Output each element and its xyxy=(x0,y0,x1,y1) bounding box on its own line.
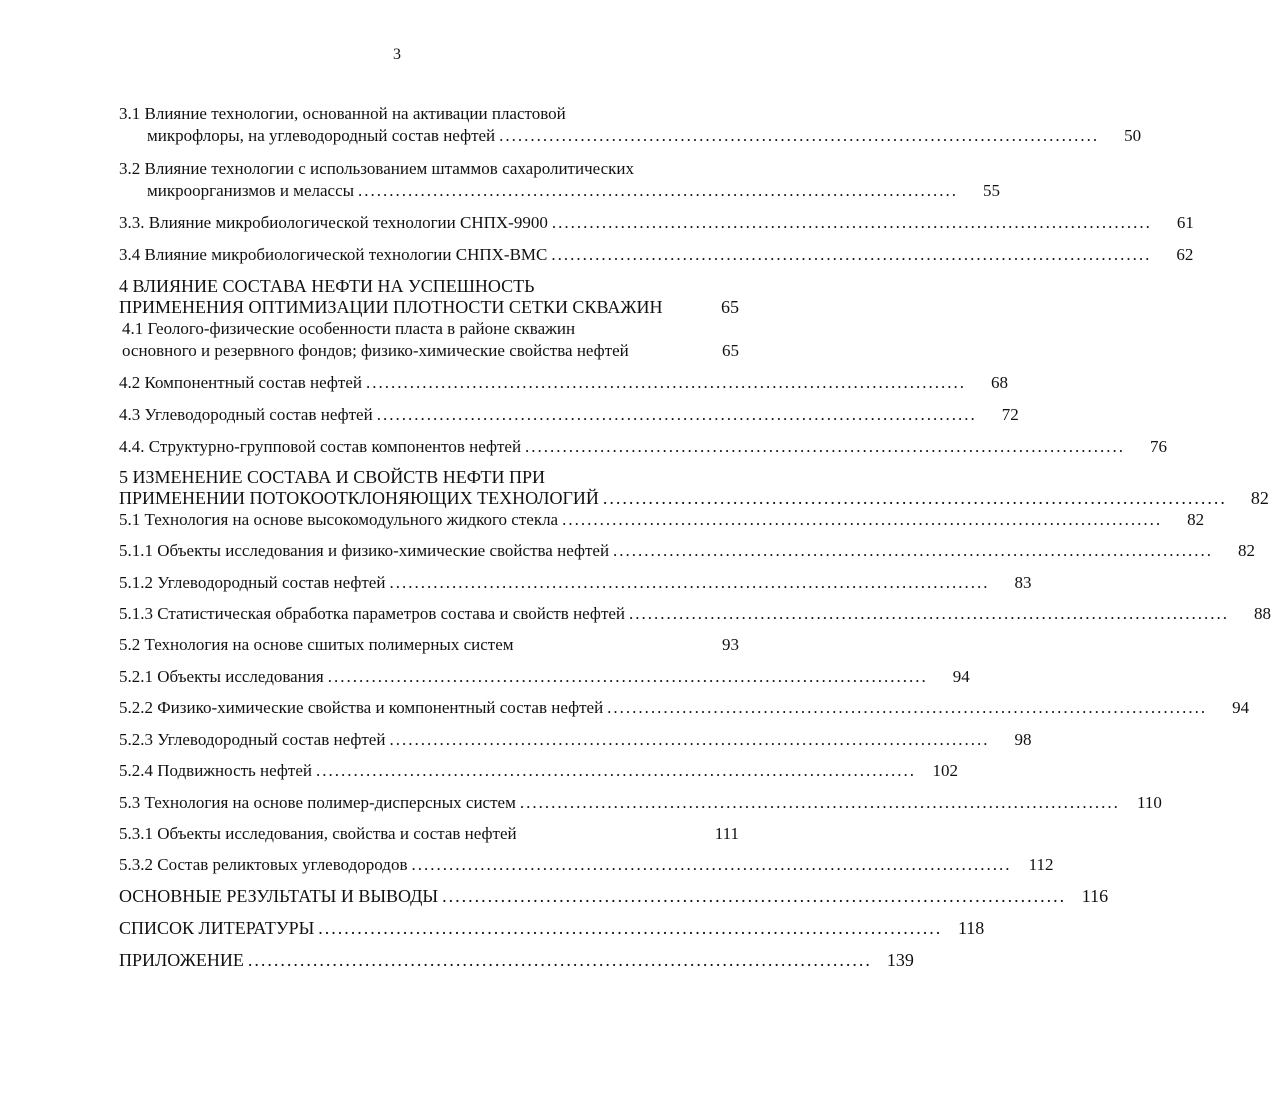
toc-entry-5-2-2[interactable] xyxy=(119,697,1250,719)
toc-entry-title: 5.2.1 Объекты исследования xyxy=(119,667,324,686)
leader-dots: ................................................................................................ xyxy=(607,698,1208,717)
toc-entry-4-3[interactable] xyxy=(119,404,1019,426)
toc-entry-5-2-1[interactable] xyxy=(119,666,970,688)
leader-dots: ................................................................................................ xyxy=(316,761,916,780)
toc-entry-title: 5 ИЗМЕНЕНИЕ СОСТАВА И СВОЙСТВ НЕФТИ ПРИ xyxy=(119,467,545,487)
toc-page-number: 76 xyxy=(1150,437,1168,456)
toc-entry-5-2-4[interactable] xyxy=(119,760,958,782)
toc-entry-title: ОСНОВНЫЕ РЕЗУЛЬТАТЫ И ВЫВОДЫ xyxy=(119,886,439,906)
leader-dots: ................................................................................................ xyxy=(376,405,977,424)
toc-page-number: 83 xyxy=(1014,573,1032,592)
toc-entry-conclusions[interactable] xyxy=(119,886,1109,907)
leader-dots: ................................................................................................ xyxy=(389,730,990,749)
toc-entry-5-1-3[interactable] xyxy=(119,603,1271,625)
leader-dots: ................................................................................................ xyxy=(318,918,943,938)
toc-entry-title: 3.3. Влияние микробиологической технологии СНПХ-9900 xyxy=(119,213,548,232)
toc-entry-4-2[interactable] xyxy=(119,372,1008,394)
toc-entry-5-2[interactable] xyxy=(119,634,739,656)
leader-dots: ................................................................................................ xyxy=(519,793,1120,812)
toc-page-number: 62 xyxy=(1176,245,1194,264)
toc-entry-5-3[interactable] xyxy=(119,792,1162,814)
toc-entry-5-1-1[interactable] xyxy=(119,540,1256,562)
leader-dots: ................................................................................................ xyxy=(389,573,990,592)
toc-entry-4-1[interactable] xyxy=(119,318,739,362)
leader-dots: ................................................................................................ xyxy=(551,213,1152,232)
toc-entry-title: 4.1 Геолого-физические особенности пласта в районе скважин xyxy=(122,319,576,338)
leader-dots: ................................................................................................ xyxy=(365,373,966,392)
toc-page-number: 50 xyxy=(1124,126,1142,145)
toc-page-number: 82 xyxy=(1238,541,1256,560)
toc-page-number: 98 xyxy=(1014,730,1032,749)
toc-page-number: 82 xyxy=(1187,510,1205,529)
toc-entry-title: 5.1 Технология на основе высокомодульного жидкого стекла xyxy=(119,510,559,529)
toc-page-number: 94 xyxy=(952,667,970,686)
toc-entry-title-cont: ПРИМЕНЕНИИ ПОТОКООТКЛОНЯЮЩИХ ТЕХНОЛОГИЙ xyxy=(119,488,599,508)
toc-page-number: 139 xyxy=(886,950,914,970)
toc-entry-title: 3.2 Влияние технологии с использованием штаммов сахаролитических xyxy=(119,159,635,178)
leader-dots: ................................................................................................ xyxy=(358,181,959,200)
leader-dots: ................................................................................................ xyxy=(247,950,872,970)
leader-dots: ................................................................................................ xyxy=(525,437,1126,456)
toc-entry-5-1-2[interactable] xyxy=(119,572,1032,594)
page-number: 3 xyxy=(393,46,401,63)
toc-page-number: 82 xyxy=(1250,488,1269,508)
toc-page-number: 55 xyxy=(983,181,1001,200)
toc-entry-references[interactable] xyxy=(119,918,985,939)
toc-page-number: 110 xyxy=(1136,793,1162,812)
leader-dots: ................................................................................................ xyxy=(562,510,1163,529)
toc-page-number: 65 xyxy=(721,297,739,317)
toc-entry-title: 5.3 Технология на основе полимер-дисперсных систем xyxy=(119,793,516,812)
toc-entry-title: ПРИЛОЖЕНИЕ xyxy=(119,950,244,970)
toc-entry-title: 5.2.2 Физико-химические свойства и компонентный состав нефтей xyxy=(119,698,604,717)
toc-page-number: 118 xyxy=(957,918,985,938)
toc-page-number: 93 xyxy=(722,635,739,654)
toc-entry-title-cont: микроорганизмов и мелассы xyxy=(147,181,355,200)
leader-dots: ................................................................................................ xyxy=(411,855,1012,874)
leader-dots: ................................................................................................ xyxy=(629,604,1230,623)
leader-dots: ................................................................................................ xyxy=(327,667,928,686)
leader-dots: ................................................................................................ xyxy=(602,488,1227,508)
toc-page-number: 112 xyxy=(1028,855,1054,874)
toc-entry-5-3-2[interactable] xyxy=(119,854,1054,876)
toc-entry-title: 5.2.3 Углеводородный состав нефтей xyxy=(119,730,386,749)
toc-entry-title: 5.1.1 Объекты исследования и физико-химические свойства нефтей xyxy=(119,541,610,560)
toc-entry-title: 3.4 Влияние микробиологической технологии СНПХ-ВМС xyxy=(119,245,548,264)
toc-entry-title: 5.2 Технология на основе сшитых полимерных систем xyxy=(119,635,514,654)
toc-entry-3-1[interactable] xyxy=(119,103,1142,147)
toc-entry-title: 4.4. Структурно-групповой состав компонентов нефтей xyxy=(119,437,522,456)
toc-entry-3-2[interactable] xyxy=(119,158,1001,202)
toc-entry-title: 4.2 Компонентный состав нефтей xyxy=(119,373,362,392)
leader-dots: ................................................................................................ xyxy=(551,245,1152,264)
toc-page-number: 102 xyxy=(932,761,958,780)
toc-entry-5-1[interactable] xyxy=(119,509,1205,531)
toc-page-number: 88 xyxy=(1254,604,1271,623)
toc-entry-title: 5.3.1 Объекты исследования, свойства и состав нефтей xyxy=(119,824,517,843)
toc-page-number: 65 xyxy=(722,341,739,360)
toc-entry-4-4[interactable] xyxy=(119,436,1168,458)
toc-entry-5-2-3[interactable] xyxy=(119,729,1032,751)
toc-entry-title-cont: микрофлоры, на углеводородный состав нефтей xyxy=(147,126,496,145)
toc-entry-title: СПИСОК ЛИТЕРАТУРЫ xyxy=(119,918,315,938)
leader-dots: ................................................................................................ xyxy=(442,886,1067,906)
toc-entry-title-cont: ПРИМЕНЕНИЯ ОПТИМИЗАЦИИ ПЛОТНОСТИ СЕТКИ СКВАЖИН xyxy=(119,297,663,317)
toc-entry-title: 5.1.2 Углеводородный состав нефтей xyxy=(119,573,386,592)
toc-page-number: 68 xyxy=(990,373,1008,392)
toc-entry-title: 4 ВЛИЯНИЕ СОСТАВА НЕФТИ НА УСПЕШНОСТЬ xyxy=(119,276,535,296)
toc-entry-title-cont: основного и резервного фондов; физико-химические свойства нефтей xyxy=(122,341,629,360)
leader-dots: ................................................................................................ xyxy=(613,541,1214,560)
toc-page-number: 116 xyxy=(1081,886,1109,906)
toc-entry-title: 5.1.3 Статистическая обработка параметров состава и свойств нефтей xyxy=(119,604,626,623)
toc-page-number: 61 xyxy=(1176,213,1194,232)
toc-entry-3-3[interactable] xyxy=(119,212,1194,234)
toc-entry-5[interactable] xyxy=(119,467,1269,509)
toc-page-number: 111 xyxy=(714,824,739,843)
toc-entry-title: 5.3.2 Состав реликтовых углеводородов xyxy=(119,855,408,874)
toc-entry-title: 4.3 Углеводородный состав нефтей xyxy=(119,405,373,424)
toc-entry-title: 5.2.4 Подвижность нефтей xyxy=(119,761,312,780)
toc-entry-4[interactable] xyxy=(119,276,739,318)
toc-page-number: 72 xyxy=(1001,405,1019,424)
toc-page-number: 94 xyxy=(1232,698,1250,717)
toc-entry-appendix[interactable] xyxy=(119,950,914,971)
toc-entry-3-4[interactable] xyxy=(119,244,1194,266)
toc-entry-5-3-1[interactable] xyxy=(119,823,739,845)
leader-dots: ................................................................................................ xyxy=(499,126,1100,145)
toc-entry-title: 3.1 Влияние технологии, основанной на активации пластовой xyxy=(119,104,566,123)
